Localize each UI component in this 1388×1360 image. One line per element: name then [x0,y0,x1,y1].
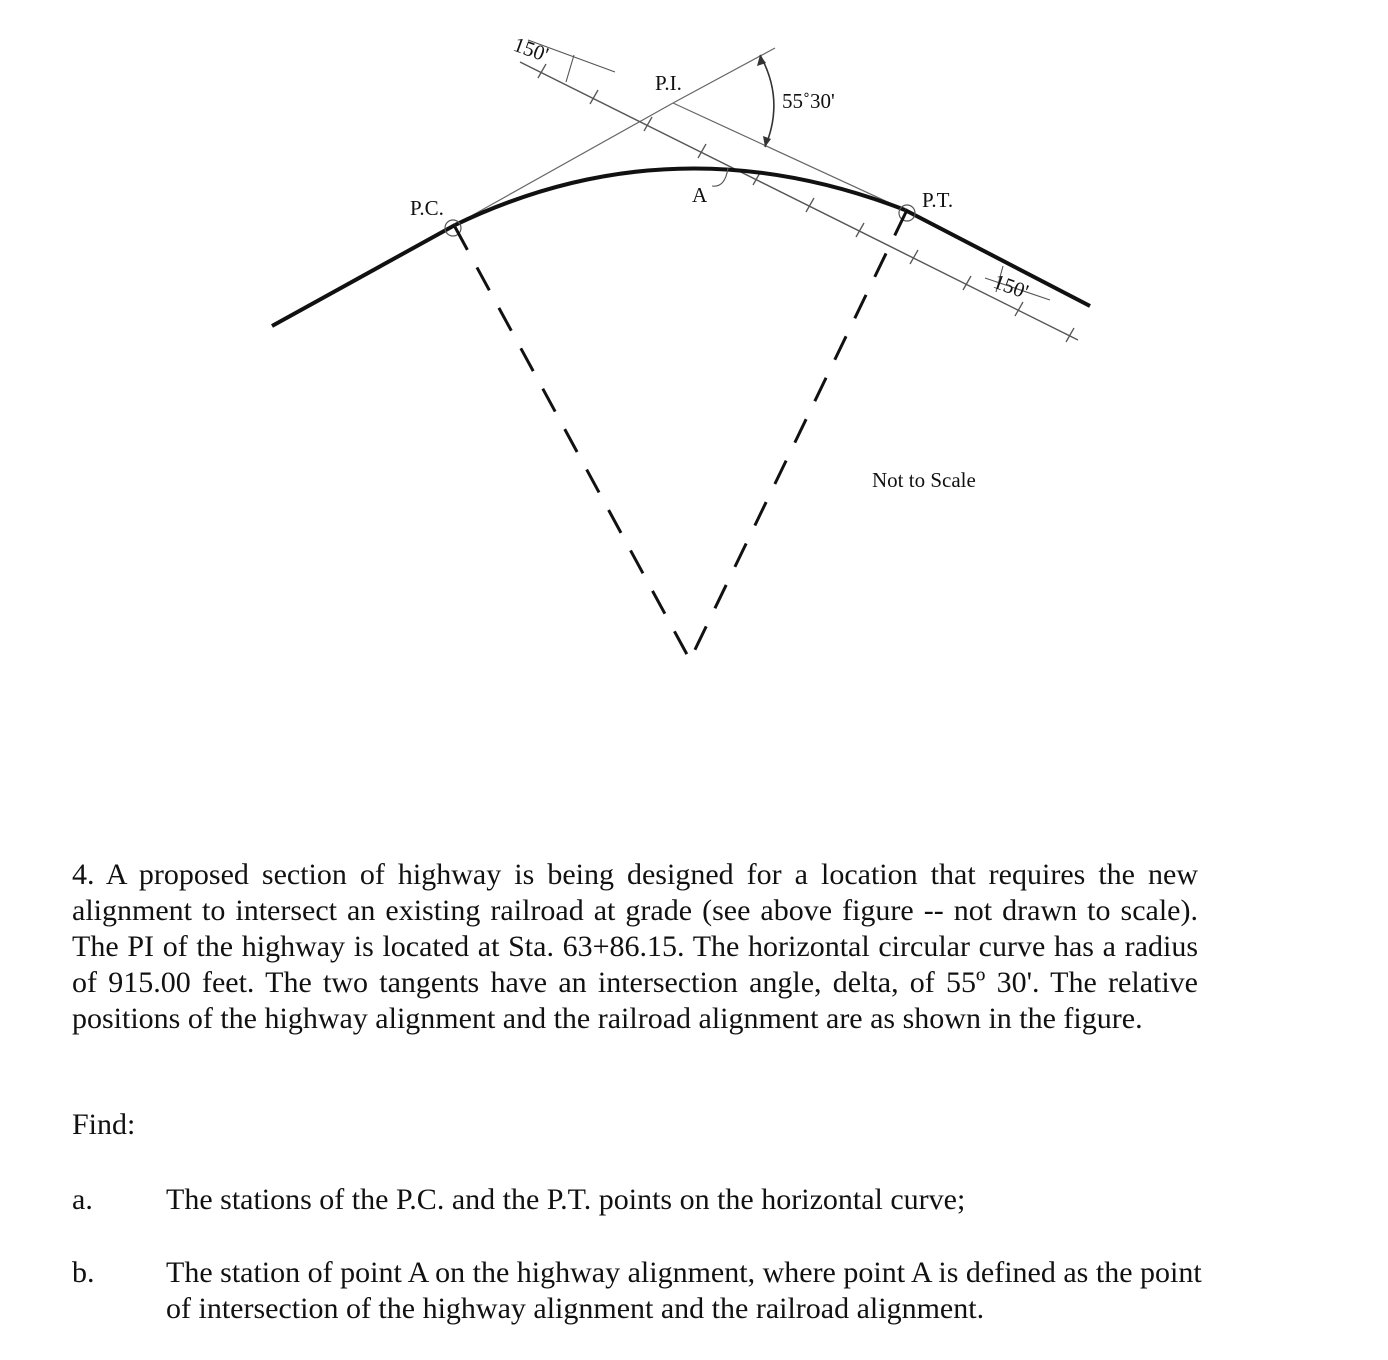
pc-label: P.C. [410,196,444,220]
dist-left-label: 150' [510,32,552,67]
dist-right-label: 150' [990,269,1032,304]
find-item-b-marker: b. [72,1256,95,1289]
problem-statement: 4. A proposed section of highway is being designed for a location that requires the new alignment to intersect an existing railroad at grade (see above figure -- not drawn to scale). The PI of the highway is located at Sta. 63+86.15. The horizontal circular curve has a radius of 915.00 feet. The two tangents have an intersection angle, delta, of 55º 30'. The relative positions of the highway alignment and the railroad alignment are as shown in the figure. [72,858,1198,1035]
find-item-b-text: The station of point A on the highway alignment, where point A is defined as the point of intersection of the highway alignment and the railroad alignment. [166,1256,1202,1325]
point-a-label: A [692,183,708,207]
forward-tangent-thin [673,103,905,210]
radius-line-pt [690,212,906,660]
dim-arrow-left [566,55,574,82]
radius-line-pc [455,227,690,660]
find-item-a-text: The stations of the P.C. and the P.T. points on the horizontal curve; [166,1183,966,1216]
pt-label: P.T. [922,188,954,212]
scale-note: Not to Scale [872,468,976,492]
highway-back-tangent [272,225,455,326]
find-item-b [72,1255,1202,1327]
deflection-angle-arc [760,55,774,147]
pi-label: P.I. [655,71,682,95]
find-heading: Find: [72,1108,136,1141]
find-item-a [72,1182,1202,1218]
find-item-a-marker: a. [72,1183,93,1216]
highway-circular-curve [455,168,905,225]
angle-label: 55˚30' [782,89,835,113]
